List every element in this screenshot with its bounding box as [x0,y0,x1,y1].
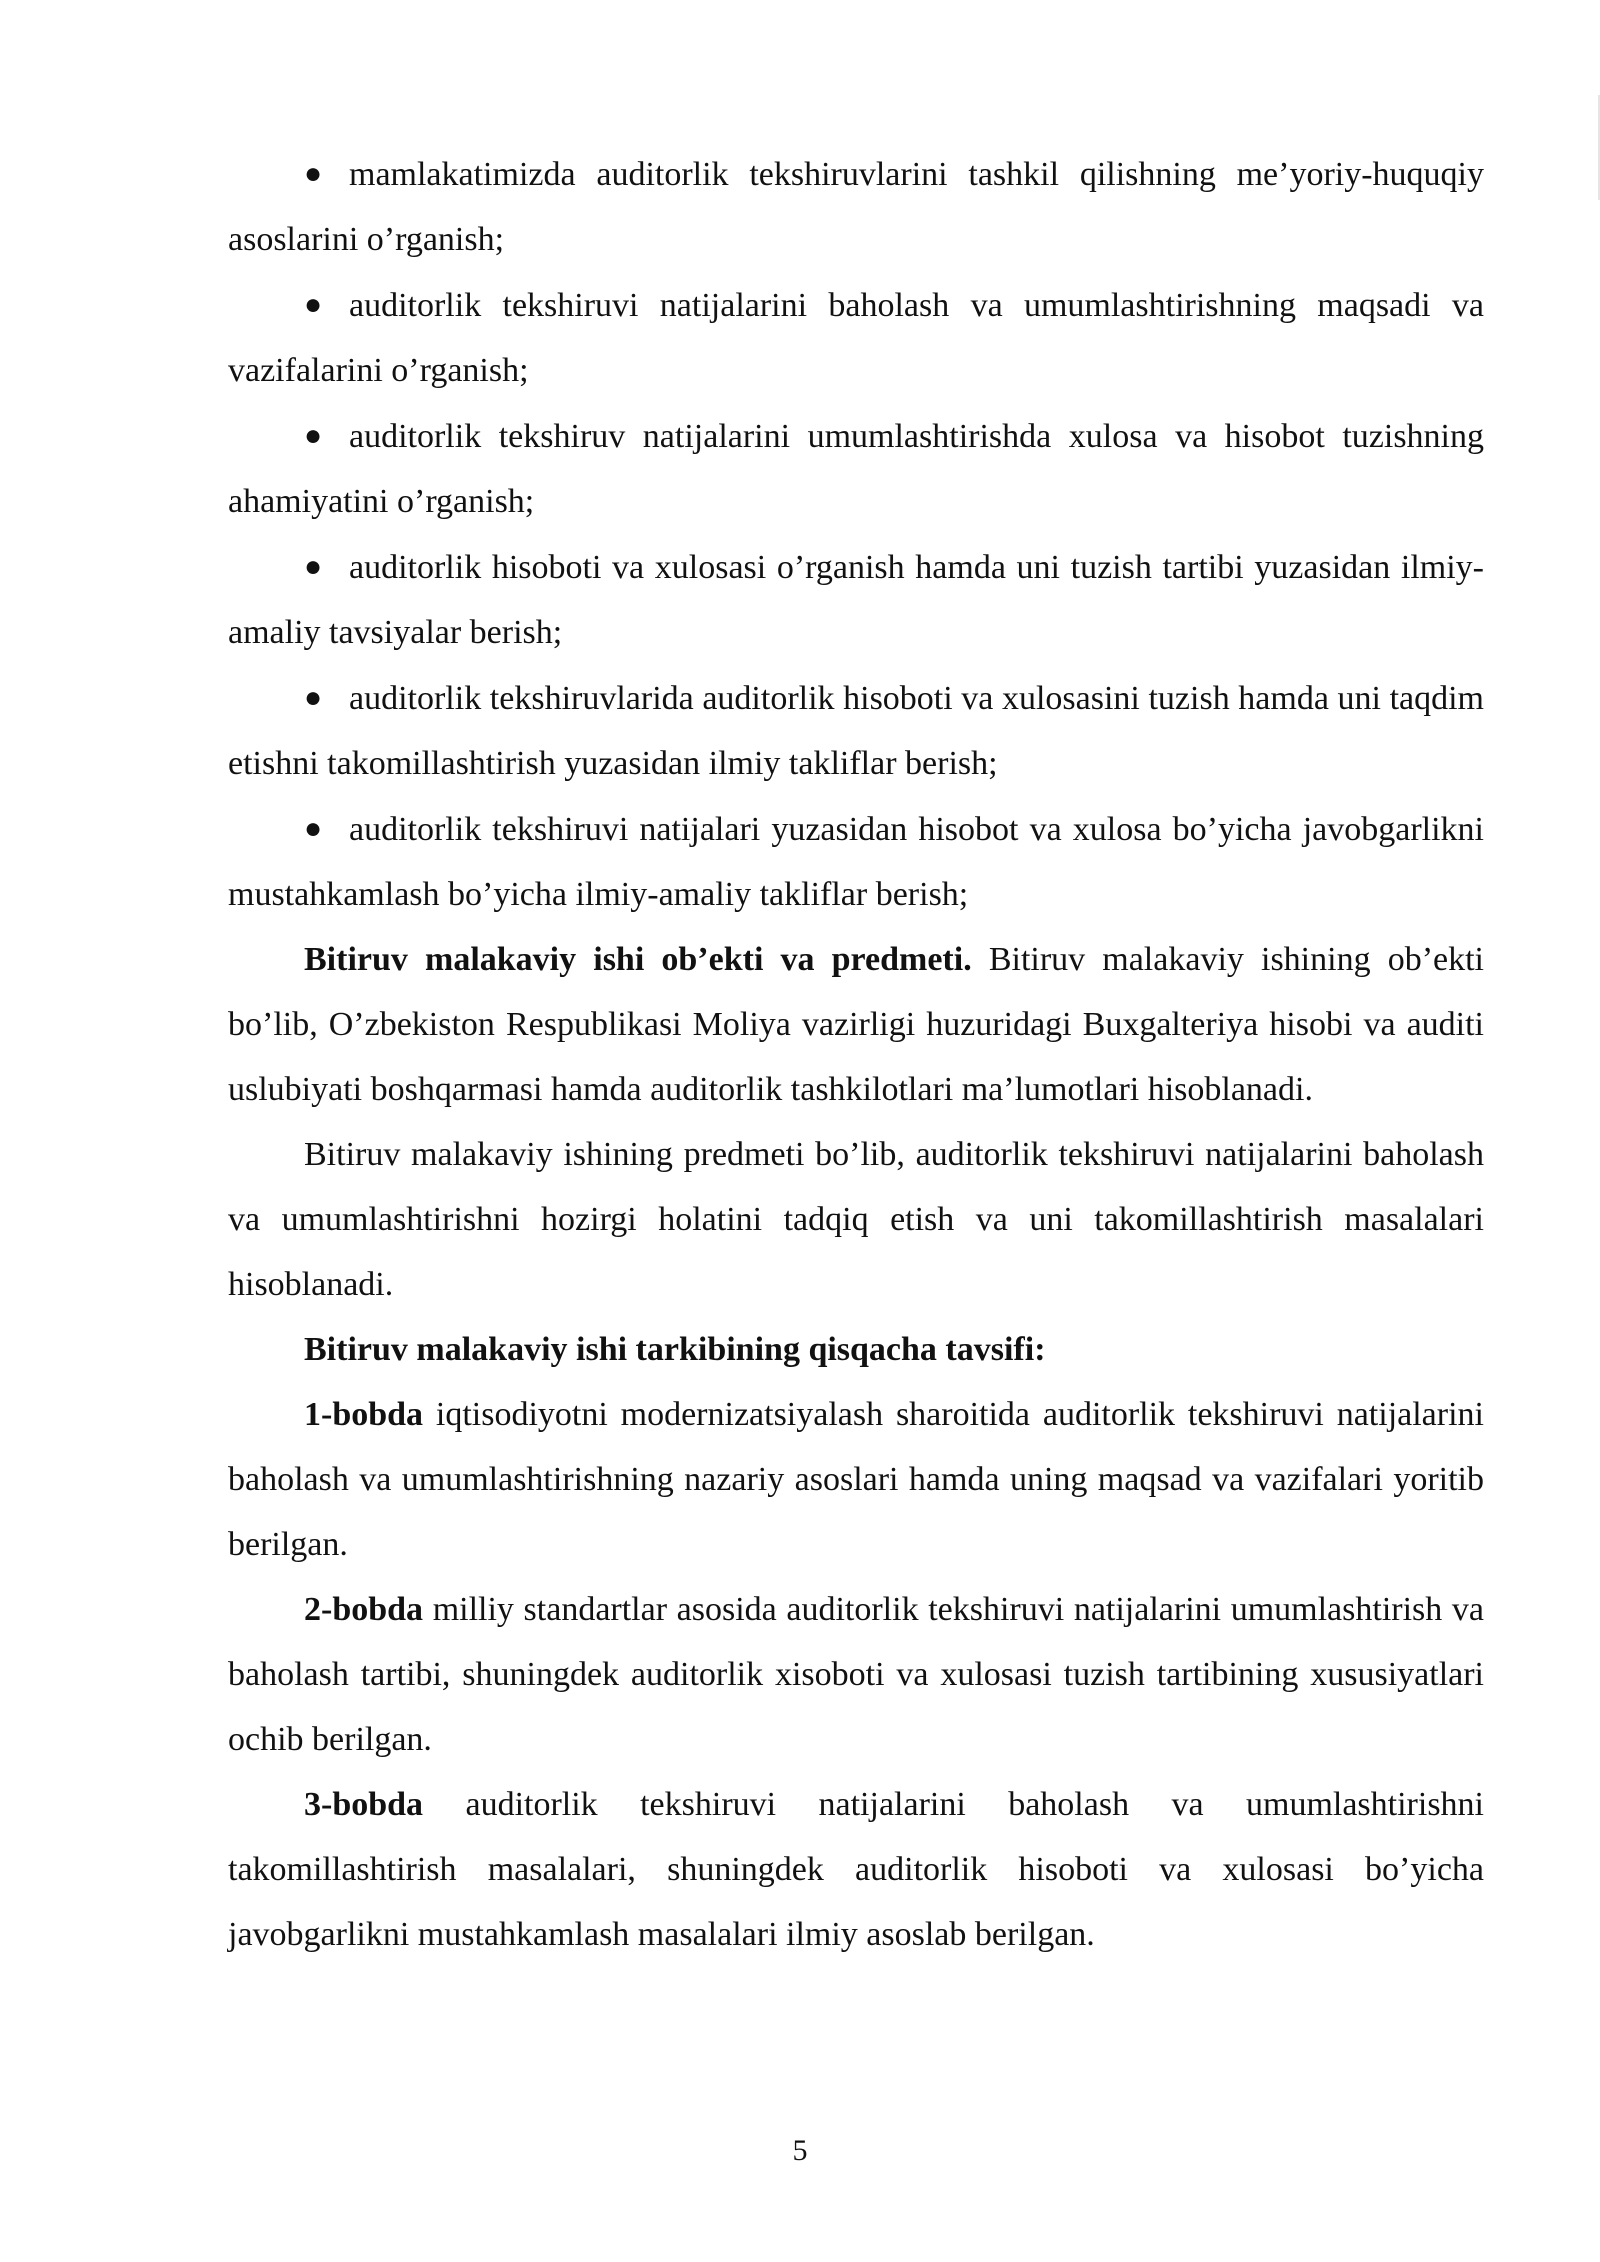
chapter-1-text: iqtisodiyotni modernizatsiyalash sharoitida auditorlik tekshiruvi natijalarini baholash va umumlashtirishning nazariy asoslari hamda uning maqsad va vazifalari yoritib berilgan. [228,1396,1484,1563]
bullet-dot: ● [304,812,323,845]
structure-heading: Bitiruv malakaviy ishi tarkibining qisqacha tavsifi: [304,1331,1046,1368]
objective-text-2: auditorlik tekshiruvi natijalarini baholash va umumlashtirishning maqsadi va vazifalarini o’rganish; [228,287,1484,389]
bullet-dot: ● [304,157,323,190]
objective-item-2 [228,272,1484,403]
subject-paragraph: Bitiruv malakaviy ishining predmeti bo’lib, auditorlik tekshiruvi natijalarini baholash va umumlashtirishni hozirgi holatini tadqiq etish va uni takomillashtirish masalalari hisoblanadi. [228,1136,1484,1303]
object-paragraph [228,927,1484,1122]
bullet-dot: ● [304,288,323,321]
objective-item-6 [228,796,1484,927]
page-body [228,141,1484,1967]
chapter-3-label: 3-bobda [304,1786,424,1823]
chapter-1-label: 1-bobda [304,1396,424,1433]
chapter-2-text: milliy standartlar asosida auditorlik tekshiruvi natijalarini umumlashtirish va baholash tartibi, shuningdek auditorlik xisoboti va xulosasi tuzish tartibining xususiyatlari ochib berilgan. [228,1591,1484,1758]
chapter-3-text: auditorlik tekshiruvi natijalarini baholash va umumlashtirishni takomillashtirish masalalari, shuningdek auditorlik hisoboti va xulosasi bo’yicha javobgarlikni mustahkamlash masalalari ilmiy asoslab berilgan. [228,1786,1484,1953]
chapter-2-label: 2-bobda [304,1591,424,1628]
objective-text-6: auditorlik tekshiruvi natijalari yuzasidan hisobot va xulosa bo’yicha javobgarlikni mustahkamlash bo’yicha ilmiy-amaliy takliflar berish; [228,811,1484,913]
chapter-2-paragraph [228,1577,1484,1772]
objective-text-5: auditorlik tekshiruvlarida auditorlik hisoboti va xulosasini tuzish hamda uni taqdim etishni takomillashtirish yuzasidan ilmiy takliflar berish; [228,680,1484,782]
bullet-dot: ● [304,550,323,583]
object-heading: Bitiruv malakaviy ishi ob’ekti va predmeti. [304,941,972,978]
objective-text-4: auditorlik hisoboti va xulosasi o’rganish hamda uni tuzish tartibi yuzasidan ilmiy-amaliy tavsiyalar berish; [228,549,1484,651]
objective-item-3 [228,403,1484,534]
objective-text-3: auditorlik tekshiruv natijalarini umumlashtirishda xulosa va hisobot tuzishning ahamiyatini o’rganish; [228,418,1484,520]
objective-item-1 [228,141,1484,272]
objective-item-5 [228,665,1484,796]
bullet-dot: ● [304,681,323,714]
bullet-dot: ● [304,419,323,452]
page-number: 5 [792,2134,808,2167]
object-text: Bitiruv malakaviy ishining ob’ekti bo’lib, O’zbekiston Respublikasi Moliya vazirligi huzuridagi Buxgalteriya hisobi va auditi uslubiyati boshqarmasi hamda auditorlik tashkilotlari ma’lumotlari hisoblanadi. [228,941,1484,1108]
objective-text-1: mamlakatimizda auditorlik tekshiruvlarini tashkil qilishning me’yoriy-huquqiy asoslarini o’rganish; [228,156,1484,258]
chapter-1-paragraph [228,1382,1484,1577]
chapter-3-paragraph [228,1772,1484,1967]
objective-item-4 [228,534,1484,665]
